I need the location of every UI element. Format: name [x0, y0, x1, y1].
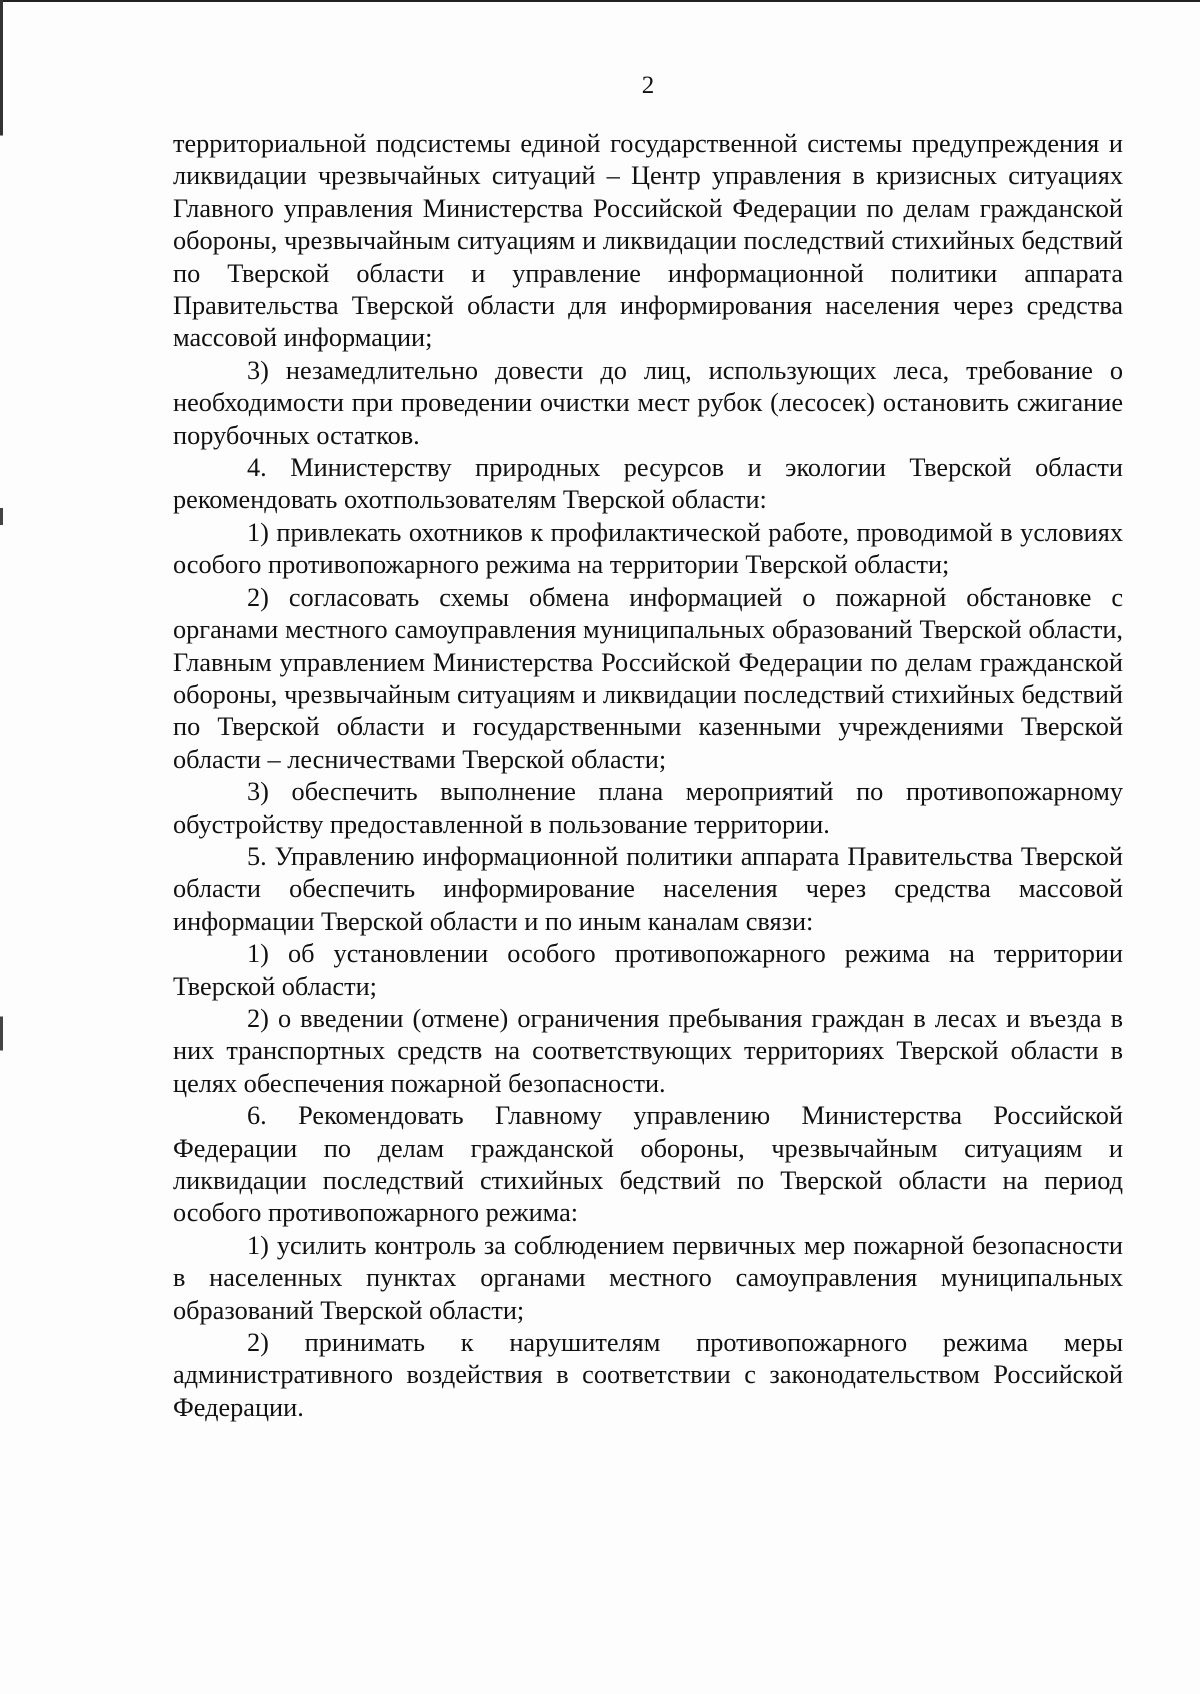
paragraph-section-4-item-2: 2) согласовать схемы обмена информацией о пожарной обстановке с органами местного самоуправления муниципальных образований Тверской области, Главным управлением Министерства Российской Федерации по делам гражданской обороны, чрезвычайным ситуациям и ликвидации последствий стихийных бедствий по Тверской области и государственными казенными учреждениями Тверской области – лесничествами Тверской области;	[173, 582, 1123, 774]
paragraph-section-4-item-1: 1) привлекать охотников к профилактической работе, проводимой в условиях особого противопожарного режима на территории Тверской области;	[173, 517, 1123, 580]
paragraph-section-6-item-1: 1) усилить контроль за соблюдением первичных мер пожарной безопасности в населенных пунктах органами местного самоуправления муниципальных образований Тверской области;	[173, 1230, 1123, 1325]
paragraph-section-4-item-3: 3) обеспечить выполнение плана мероприятий по противопожарному обустройству предоставленной в пользование территории.	[173, 777, 1123, 839]
paragraph-section-6-item-2: 2) принимать к нарушителям противопожарного режима меры административного воздействия в соответствии с законодательством Российской Федерации.	[173, 1328, 1123, 1422]
document-body	[173, 128, 1123, 1424]
paragraph-section-5: 5. Управлению информационной политики аппарата Правительства Тверской области обеспечить информирование населения через средства массовой информации Тверской области и по иным каналам связи:	[173, 841, 1123, 936]
paragraph-section-5-item-1: 1) об установлении особого противопожарного режима на территории Тверской области;	[173, 939, 1123, 1001]
paragraph-item-3-notify-forest-users: 3) незамедлительно довести до лиц, использующих леса, требование о необходимости при проведении очистки мест рубок (лесосек) остановить сжигание порубочных остатков.	[173, 355, 1123, 450]
paragraph-section-4: 4. Министерству природных ресурсов и экологии Тверской области рекомендовать охотпользователям Тверской области:	[173, 453, 1123, 515]
paragraph-section-5-item-2: 2) о введении (отмене) ограничения пребывания граждан в лесах и въезда в них транспортных средств на соответствующих территориях Тверской области в целях обеспечения пожарной безопасности.	[173, 1003, 1123, 1098]
scan-edge-top	[0, 0, 1200, 2]
paragraph-section-6: 6. Рекомендовать Главному управлению Министерства Российской Федерации по делам гражданской обороны, чрезвычайным ситуациям и ликвидации последствий стихийных бедствий по Тверской области на период особого противопожарного режима:	[173, 1101, 1123, 1228]
scan-edge-left	[0, 0, 3, 1694]
page-number: 2	[641, 72, 655, 99]
paragraph-continuation: территориальной подсистемы единой государственной системы предупреждения и ликвидации чрезвычайных ситуаций – Центр управления в кризисных ситуациях Главного управления Министерства Российской Федерации по делам гражданской обороны, чрезвычайным ситуациям и ликвидации последствий стихийных бедствий по Тверской области и управление информационной политики аппарата Правительства Тверской области для информирования населения через средства массовой информации;	[173, 129, 1123, 353]
